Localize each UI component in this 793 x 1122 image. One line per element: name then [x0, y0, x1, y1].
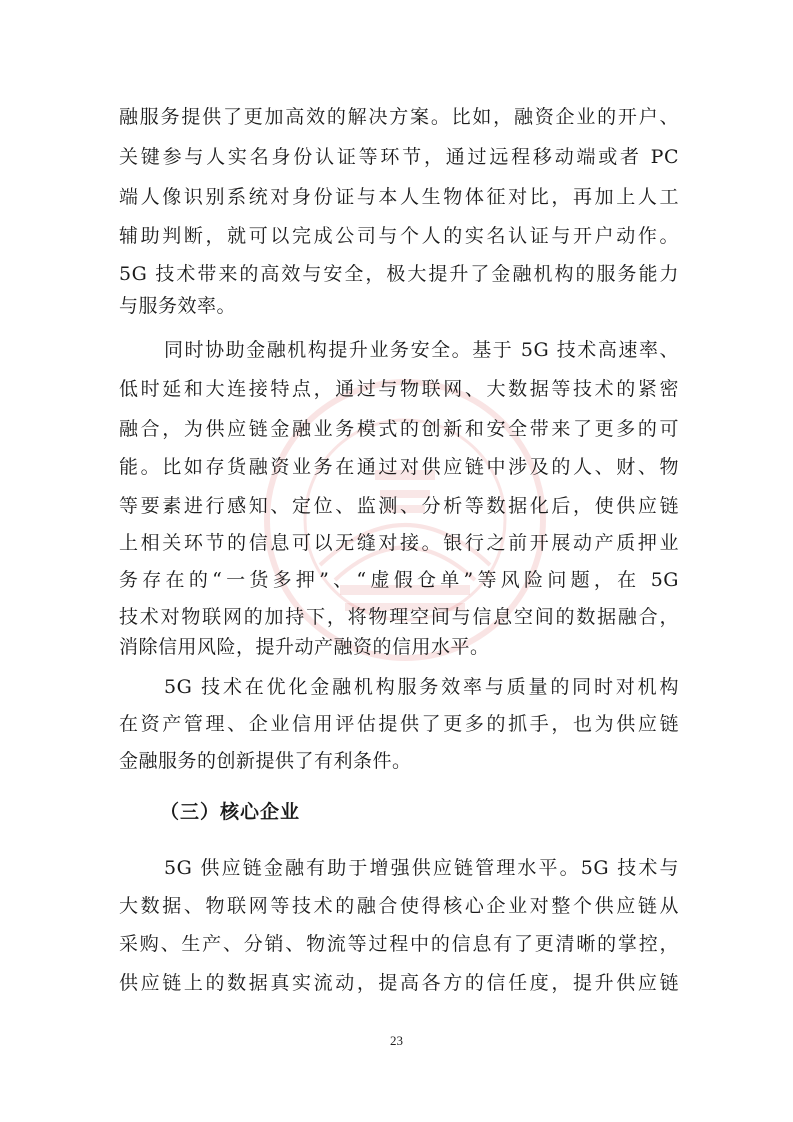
paragraph-line: 消除信用风险，提升动产融资的信用水平。	[119, 636, 490, 658]
paragraph-line: 能。比如存货融资业务在通过对供应链中涉及的人、财、物	[119, 456, 679, 478]
paragraph-line: 采购、生产、分销、物流等过程中的信息有了更清晰的掌控，	[119, 933, 679, 955]
paragraph-line: 融服务提供了更加高效的解决方案。比如，融资企业的开户、	[119, 106, 679, 128]
paragraph-line: 供应链上的数据真实流动，提高各方的信任度，提升供应链	[119, 972, 679, 994]
paragraph-line: 低时延和大连接特点，通过与物联网、大数据等技术的紧密	[119, 378, 679, 400]
paragraph-line: 辅助判断，就可以完成公司与个人的实名认证与开户动作。	[119, 225, 679, 247]
paragraph-line: 金融服务的创新提供了有利条件。	[119, 750, 412, 772]
paragraph-line: 融合，为供应链金融业务模式的创新和安全带来了更多的可	[119, 418, 679, 440]
section-heading: （三）核心企业	[160, 801, 301, 823]
paragraph-line: 与服务效率。	[119, 295, 237, 317]
paragraph-line: 技术对物联网的加持下，将物理空间与信息空间的数据融合，	[119, 606, 679, 628]
paragraph-line: 等要素进行感知、定位、监测、分析等数据化后，使供应链	[119, 495, 679, 517]
paragraph-line: 同时协助金融机构提升业务安全。基于 5G 技术高速率、	[164, 339, 679, 361]
paragraph-line: 务存在的“一货多押”、“虚假仓单”等风险问题，在 5G	[119, 569, 679, 591]
paragraph-line: 上相关环节的信息可以无缝对接。银行之前开展动产质押业	[119, 532, 679, 554]
paragraph-line: 5G 技术在优化金融机构服务效率与质量的同时对机构	[164, 676, 679, 698]
paragraph-line: 大数据、物联网等技术的融合使得核心企业对整个供应链从	[119, 895, 679, 917]
paragraph-line: 5G 供应链金融有助于增强供应链管理水平。5G 技术与	[164, 857, 679, 879]
paragraph-line: 5G 技术带来的高效与安全，极大提升了金融机构的服务能力	[119, 263, 679, 285]
paragraph-line: 关键参与人实名身份认证等环节，通过远程移动端或者 PC	[119, 146, 679, 168]
paragraph-line: 端人像识别系统对身份证与本人生物体征对比，再加上人工	[119, 186, 679, 208]
paragraph-line: 在资产管理、企业信用评估提供了更多的抓手，也为供应链	[119, 713, 679, 735]
page-number: 23	[390, 1033, 403, 1048]
